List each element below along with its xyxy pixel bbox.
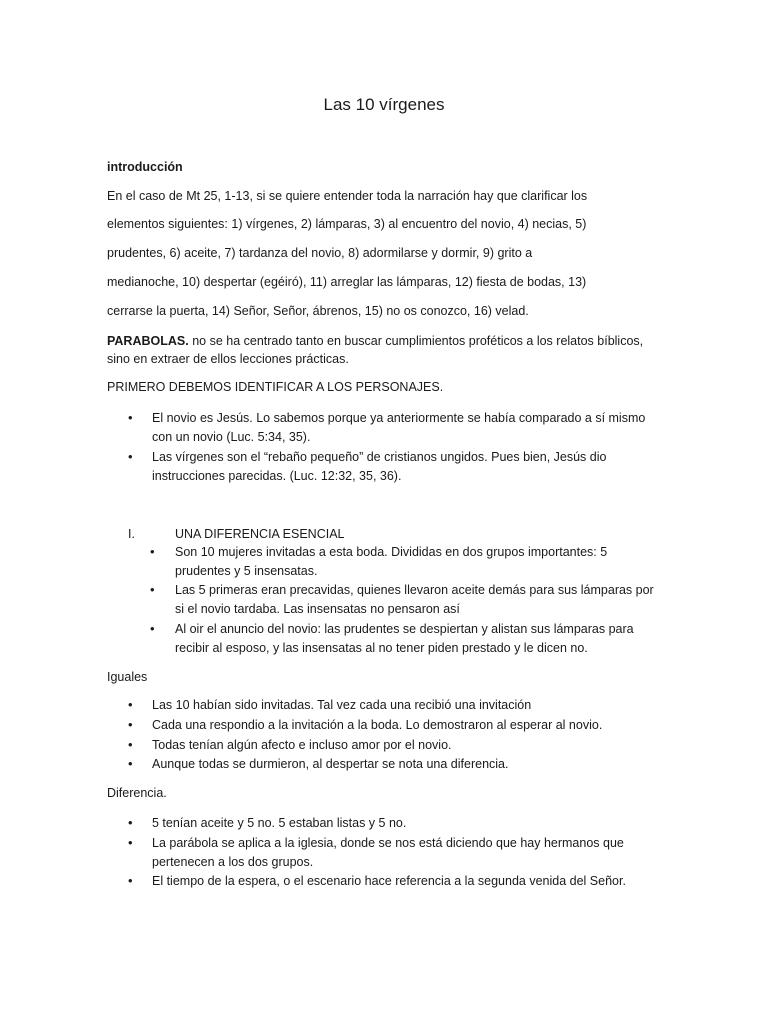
intro-line: cerrarse la puerta, 14) Señor, Señor, ábrenos, 15) no os conozco, 16) velad. bbox=[107, 304, 529, 318]
list-item-continuation: instrucciones parecidas. (Luc. 12:32, 35, 36). bbox=[152, 469, 402, 483]
parabolas-paragraph bbox=[107, 332, 643, 350]
list-item: Las vírgenes son el “rebaño pequeño” de cristianos ungidos. Pues bien, Jesús dio bbox=[152, 450, 607, 464]
bullet-icon: • bbox=[128, 873, 133, 888]
intro-line: medianoche, 10) despertar (egéiró), 11) arreglar las lámparas, 12) fiesta de bodas, 13) bbox=[107, 275, 587, 289]
list-item: 5 tenían aceite y 5 no. 5 estaban listas y 5 no. bbox=[152, 816, 407, 830]
list-item-continuation: pertenecen a los dos grupos. bbox=[152, 855, 314, 869]
list-item: Cada una respondio a la invitación a la boda. Lo demostraron al esperar al novio. bbox=[152, 718, 603, 732]
list-item: Las 5 primeras eran precavidas, quienes llevaron aceite demás para sus lámparas por bbox=[175, 583, 654, 597]
personajes-heading: PRIMERO DEBEMOS IDENTIFICAR A LOS PERSONAJES. bbox=[107, 380, 444, 394]
bullet-icon: • bbox=[150, 621, 155, 636]
diferencia-heading: Diferencia. bbox=[107, 786, 167, 800]
iguales-heading: Iguales bbox=[107, 670, 148, 684]
list-item: El tiempo de la espera, o el escenario hace referencia a la segunda venida del Señor. bbox=[152, 874, 626, 888]
list-item-continuation: recibir al esposo, y las insensatas al no tener piden prestado y le dicen no. bbox=[175, 641, 588, 655]
bullet-icon: • bbox=[128, 815, 133, 830]
list-item: La parábola se aplica a la iglesia, donde se nos está diciendo que hay hermanos que bbox=[152, 836, 624, 850]
section-heading: UNA DIFERENCIA ESENCIAL bbox=[175, 527, 345, 541]
bullet-icon: • bbox=[128, 835, 133, 850]
section-numeral: I. bbox=[128, 527, 135, 541]
list-item-continuation: prudentes y 5 insensatas. bbox=[175, 564, 318, 578]
bullet-icon: • bbox=[128, 449, 133, 464]
list-item: Todas tenían algún afecto e incluso amor por el novio. bbox=[152, 738, 452, 752]
list-item: Las 10 habían sido invitadas. Tal vez cada una recibió una invitación bbox=[152, 698, 532, 712]
bullet-icon: • bbox=[150, 544, 155, 559]
parabolas-label: PARABOLAS. bbox=[107, 334, 189, 348]
list-item-continuation: si el novio tardaba. Las insensatas no pensaron así bbox=[175, 602, 460, 616]
list-item: Aunque todas se durmieron, al despertar se nota una diferencia. bbox=[152, 757, 509, 771]
parabolas-text-line2: sino en extraer de ellos lecciones prácticas. bbox=[107, 352, 349, 366]
bullet-icon: • bbox=[128, 737, 133, 752]
bullet-icon: • bbox=[150, 582, 155, 597]
intro-line: En el caso de Mt 25, 1-13, si se quiere entender toda la narración hay que clarificar los bbox=[107, 189, 588, 203]
bullet-icon: • bbox=[128, 697, 133, 712]
list-item-continuation: con un novio (Luc. 5:34, 35). bbox=[152, 430, 311, 444]
list-item: El novio es Jesús. Lo sabemos porque ya anteriormente se había comparado a sí mismo bbox=[152, 411, 646, 425]
list-item: Son 10 mujeres invitadas a esta boda. Divididas en dos grupos importantes: 5 bbox=[175, 545, 608, 559]
intro-heading: introducción bbox=[107, 160, 183, 174]
bullet-icon: • bbox=[128, 410, 133, 425]
intro-line: prudentes, 6) aceite, 7) tardanza del novio, 8) adormilarse y dormir, 9) grito a bbox=[107, 246, 533, 260]
list-item: Al oir el anuncio del novio: las prudentes se despiertan y alistan sus lámparas para bbox=[175, 622, 634, 636]
page-title: Las 10 vírgenes bbox=[323, 95, 445, 114]
parabolas-text: no se ha centrado tanto en buscar cumplimientos proféticos a los relatos bíblicos, bbox=[188, 334, 644, 348]
bullet-icon: • bbox=[128, 717, 133, 732]
bullet-icon: • bbox=[128, 756, 133, 771]
intro-line: elementos siguientes: 1) vírgenes, 2) lámparas, 3) al encuentro del novio, 4) necias, 5) bbox=[107, 217, 587, 231]
